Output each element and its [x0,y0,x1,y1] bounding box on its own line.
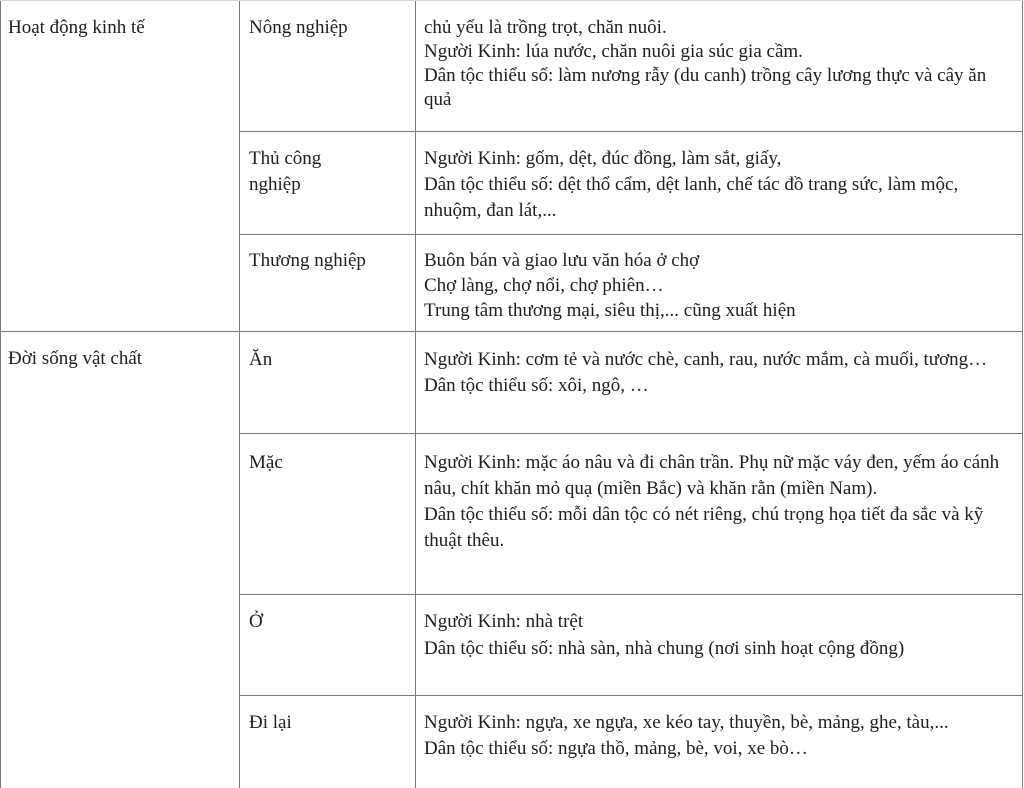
column-divider-1 [239,0,240,788]
subcategory-cell: Ăn [249,349,273,370]
row-divider [239,433,1023,434]
description-cell: chủ yếu là trồng trọt, chăn nuôi. Người Kinh: lúa nước, chăn nuôi gia súc gia cầm. Dân tộc thiểu số: làm nương rẫy (du canh) trồng cây lương thực và cây ăn quả [424,17,987,110]
description-cell: Người Kinh: cơm tẻ và nước chè, canh, rau, nước mắm, cà muối, tương… Dân tộc thiểu số: xôi, ngô, … [424,349,988,396]
group-divider [0,331,1023,332]
column-divider-2 [415,0,416,788]
subcategory-cell: Đi lại [249,712,292,733]
description-cell: Người Kinh: gốm, dệt, đúc đồng, làm sắt, giấy, Dân tộc thiểu số: dệt thổ cẩm, dệt lanh, chế tác đồ trang sức, làm mộc, nhuộm, đan lát,... [424,148,959,221]
subcategory-cell: Mặc [249,452,283,473]
category-cell: Đời sống vật chất [8,348,143,369]
subcategory-cell: Ở [249,611,263,632]
row-divider [239,131,1023,132]
subcategory-cell: Thương nghiệp [249,250,366,271]
table-border-right [1022,0,1023,788]
row-divider [239,594,1023,595]
row-divider [239,234,1023,235]
table-border-left [0,0,1,788]
subcategory-cell: Nông nghiệp [249,17,348,38]
row-divider [239,695,1023,696]
description-cell: Người Kinh: mặc áo nâu và đi chân trần. Phụ nữ mặc váy đen, yếm áo cánh nâu, chít khăn mỏ quạ (miền Bắc) và khăn rằn (miền Nam). Dân tộc thiểu số: mỗi dân tộc có nét riêng, chú trọng họa tiết đa sắc và kỹ thuật thêu. [424,452,1000,551]
subcategory-cell: Thủ công nghiệp [249,148,322,195]
description-cell: Người Kinh: nhà trệt Dân tộc thiểu số: nhà sàn, nhà chung (nơi sinh hoạt cộng đồng) [424,611,905,659]
description-cell: Buôn bán và giao lưu văn hóa ở chợ Chợ làng, chợ nổi, chợ phiên… Trung tâm thương mại, siêu thị,... cũng xuất hiện [424,250,796,321]
category-cell: Hoạt động kinh tế [8,17,145,38]
description-cell: Người Kinh: ngựa, xe ngựa, xe kéo tay, thuyền, bè, mảng, ghe, tàu,... Dân tộc thiểu số: ngựa thồ, mảng, bè, voi, xe bò… [424,712,949,759]
table-border-top [0,0,1023,1]
